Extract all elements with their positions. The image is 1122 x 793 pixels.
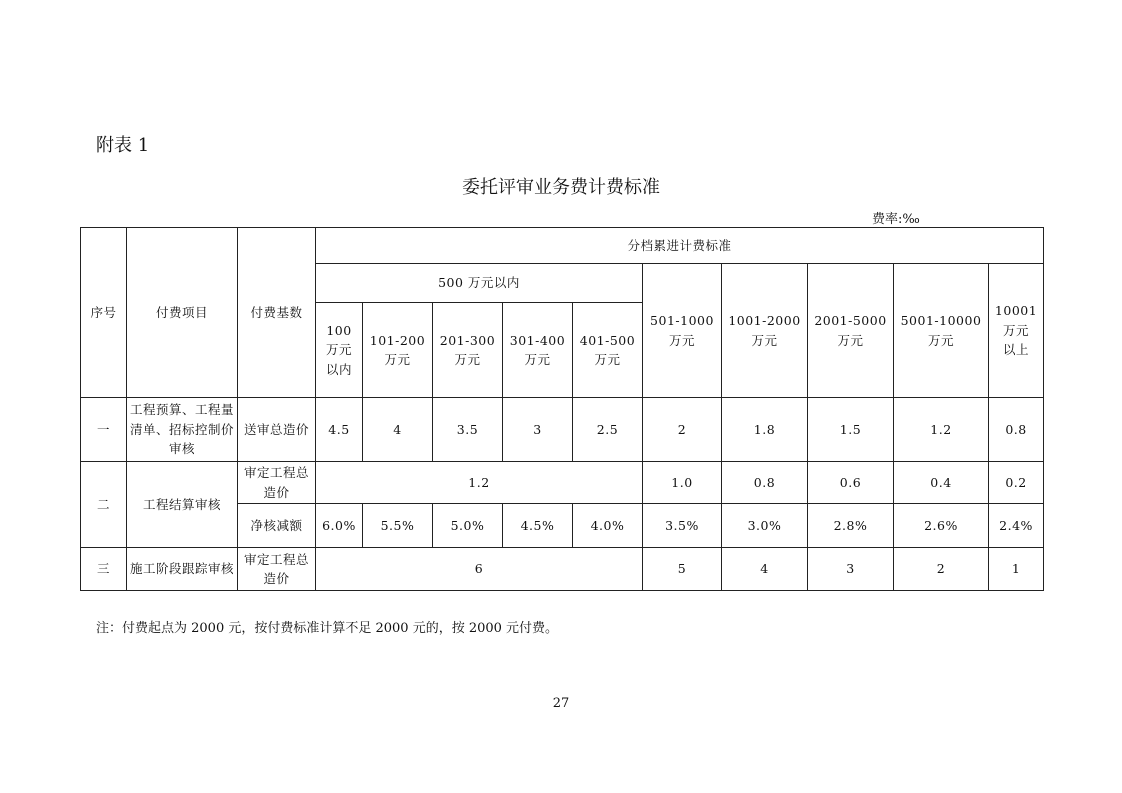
table-row: [81, 462, 1044, 504]
rate-cell: 3.5: [433, 398, 503, 462]
row-seq: 一: [81, 398, 127, 462]
rate-cell: 4: [363, 398, 433, 462]
rate-cell: 1.0: [643, 462, 722, 504]
header-seq: 序号: [81, 228, 127, 398]
row-item: 施工阶段跟踪审核: [127, 548, 238, 591]
rate-cell: 2.4%: [989, 504, 1044, 548]
header-row-1: [81, 228, 1044, 264]
rate-cell: 4.0%: [573, 504, 643, 548]
rate-cell: 3.0%: [722, 504, 808, 548]
rate-cell: 0.8: [989, 398, 1044, 462]
rate-cell: 6.0%: [316, 504, 363, 548]
rate-cell: 3: [503, 398, 573, 462]
fee-standard-table: [80, 227, 1044, 591]
header-within-500: 500 万元以内: [316, 264, 643, 303]
rate-cell: 0.4: [894, 462, 989, 504]
header-col: 301-400 万元: [503, 303, 573, 398]
rate-cell: 0.8: [722, 462, 808, 504]
rate-cell: 2.8%: [808, 504, 894, 548]
row-item: 工程预算、工程量清单、招标控制价审核: [127, 398, 238, 462]
rate-cell: 5.0%: [433, 504, 503, 548]
header-col: 100 万元 以内: [316, 303, 363, 398]
row-base: 送审总造价: [238, 398, 316, 462]
rate-unit: 费率:‰: [872, 212, 920, 227]
rate-cell: 2.5: [573, 398, 643, 462]
row-seq: 三: [81, 548, 127, 591]
rate-cell: 0.6: [808, 462, 894, 504]
rate-cell-merged: 6: [316, 548, 643, 591]
rate-cell: 2: [643, 398, 722, 462]
table-title: 委托评审业务费计费标准: [462, 177, 660, 198]
rate-cell: 4.5: [316, 398, 363, 462]
rate-cell: 2: [894, 548, 989, 591]
rate-cell: 4: [722, 548, 808, 591]
rate-cell: 0.2: [989, 462, 1044, 504]
rate-cell: 1.2: [894, 398, 989, 462]
rate-cell: 1: [989, 548, 1044, 591]
header-col: 501-1000 万元: [643, 264, 722, 398]
row-seq: 二: [81, 462, 127, 548]
appendix-label: 附表 1: [96, 135, 150, 156]
rate-cell: 3.5%: [643, 504, 722, 548]
header-tiered-standard: 分档累进计费标准: [316, 228, 1044, 264]
header-col: 10001 万元 以上: [989, 264, 1044, 398]
header-col: 201-300 万元: [433, 303, 503, 398]
header-item: 付费项目: [127, 228, 238, 398]
rate-cell: 2.6%: [894, 504, 989, 548]
header-col: 101-200 万元: [363, 303, 433, 398]
row-base: 净核减额: [238, 504, 316, 548]
rate-cell-merged: 1.2: [316, 462, 643, 504]
header-col: 2001-5000 万元: [808, 264, 894, 398]
table-row: [81, 398, 1044, 462]
page-number: 27: [552, 696, 570, 711]
header-col: 1001-2000 万元: [722, 264, 808, 398]
rate-cell: 1.8: [722, 398, 808, 462]
rate-cell: 5.5%: [363, 504, 433, 548]
header-col: 401-500 万元: [573, 303, 643, 398]
header-col: 5001-10000 万元: [894, 264, 989, 398]
footnote: 注：付费起点为 2000 元，按付费标准计算不足 2000 元的，按 2000 元付费。: [96, 621, 559, 636]
row-base: 审定工程总造价: [238, 462, 316, 504]
table-row: [81, 548, 1044, 591]
rate-cell: 5: [643, 548, 722, 591]
row-item: 工程结算审核: [127, 462, 238, 548]
header-base: 付费基数: [238, 228, 316, 398]
rate-cell: 3: [808, 548, 894, 591]
rate-cell: 4.5%: [503, 504, 573, 548]
rate-cell: 1.5: [808, 398, 894, 462]
row-base: 审定工程总造价: [238, 548, 316, 591]
